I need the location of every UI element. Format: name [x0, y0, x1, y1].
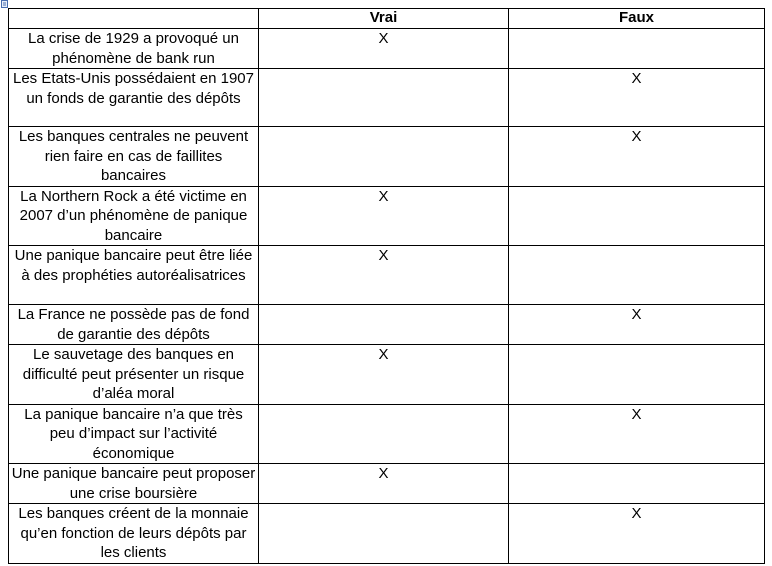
- statement-cell: Les banques centrales ne peuvent rien faire en cas de faillites bancaires: [9, 127, 259, 187]
- table-row: [9, 345, 765, 405]
- header-faux: Faux: [509, 9, 765, 29]
- header-row: [9, 9, 765, 29]
- header-vrai: Vrai: [259, 9, 509, 29]
- faux-cell: [509, 246, 765, 305]
- statement-cell: La panique bancaire n’a que très peu d’impact sur l’activité économique: [9, 404, 259, 464]
- table-row: [9, 29, 765, 69]
- quiz-table: [8, 8, 765, 564]
- vrai-cell: X: [259, 29, 509, 69]
- header-statement: [9, 9, 259, 29]
- vrai-cell: [259, 127, 509, 187]
- vrai-cell: X: [259, 246, 509, 305]
- faux-cell: X: [509, 127, 765, 187]
- statement-cell: Une panique bancaire peut être liée à des prophéties autoréalisatrices: [9, 246, 259, 305]
- statement-cell: Les banques créent de la monnaie qu’en fonction de leurs dépôts par les clients: [9, 504, 259, 564]
- statement-cell: Le sauvetage des banques en difficulté peut présenter un risque d’aléa moral: [9, 345, 259, 405]
- table-row: [9, 305, 765, 345]
- table-row: [9, 69, 765, 127]
- faux-cell: X: [509, 404, 765, 464]
- faux-cell: [509, 29, 765, 69]
- vrai-cell: [259, 69, 509, 127]
- vrai-cell: [259, 404, 509, 464]
- faux-cell: X: [509, 69, 765, 127]
- faux-cell: [509, 464, 765, 504]
- faux-cell: [509, 345, 765, 405]
- table-row: [9, 127, 765, 187]
- table-row: [9, 246, 765, 305]
- vrai-cell: [259, 504, 509, 564]
- statement-cell: Les Etats-Unis possédaient en 1907 un fonds de garantie des dépôts: [9, 69, 259, 127]
- vrai-cell: X: [259, 345, 509, 405]
- table-row: [9, 464, 765, 504]
- statement-cell: La Northern Rock a été victime en 2007 d’un phénomène de panique bancaire: [9, 186, 259, 246]
- table-row: [9, 504, 765, 564]
- vrai-cell: X: [259, 186, 509, 246]
- statement-cell: La crise de 1929 a provoqué un phénomène de bank run: [9, 29, 259, 69]
- vrai-cell: [259, 305, 509, 345]
- statement-cell: La France ne possède pas de fond de garantie des dépôts: [9, 305, 259, 345]
- faux-cell: [509, 186, 765, 246]
- table-row: [9, 186, 765, 246]
- faux-cell: X: [509, 305, 765, 345]
- statement-cell: Une panique bancaire peut proposer une crise boursière: [9, 464, 259, 504]
- table-row: [9, 404, 765, 464]
- faux-cell: X: [509, 504, 765, 564]
- vrai-cell: X: [259, 464, 509, 504]
